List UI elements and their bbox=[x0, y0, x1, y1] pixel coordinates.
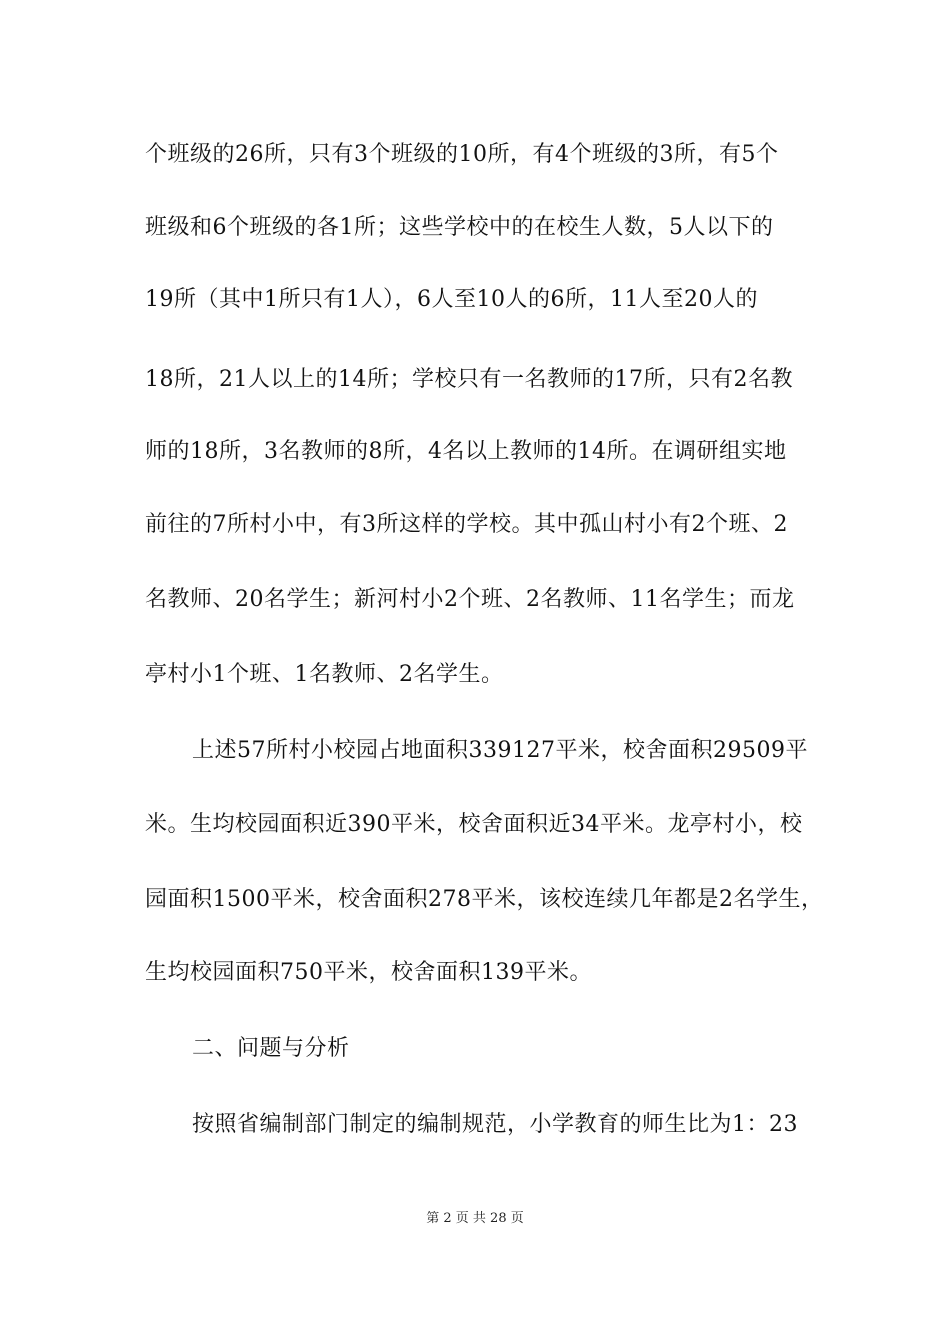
paragraph-line: 园面积1500平米，校舍面积278平米，该校连续几年都是2名学生， bbox=[145, 887, 824, 912]
paragraph-line: 18所，21人以上的14所；学校只有一名教师的17所，只有2名教 bbox=[145, 367, 793, 392]
paragraph-line: 亭村小1个班、1名教师、2名学生。 bbox=[145, 662, 504, 687]
paragraph-line: 个班级的26所，只有3个班级的10所，有4个班级的3所，有5个 bbox=[145, 142, 779, 167]
paragraph-line: 生均校园面积750平米，校舍面积139平米。 bbox=[145, 960, 592, 985]
paragraph-line: 19所（其中1所只有1人），6人至10人的6所，11人至20人的 bbox=[145, 287, 758, 312]
paragraph-line: 按照省编制部门制定的编制规范，小学教育的师生比为1：23 bbox=[192, 1112, 798, 1137]
section-heading: 二、问题与分析 bbox=[192, 1036, 350, 1061]
paragraph-line: 名教师、20名学生；新河村小2个班、2名教师、11名学生；而龙 bbox=[145, 587, 795, 612]
page-number-footer: 第 2 页 共 28 页 bbox=[426, 1211, 524, 1226]
paragraph-line: 师的18所，3名教师的8所，4名以上教师的14所。在调研组实地 bbox=[145, 439, 787, 464]
paragraph-line: 班级和6个班级的各1所；这些学校中的在校生人数，5人以下的 bbox=[145, 215, 774, 240]
paragraph-line: 前往的7所村小中，有3所这样的学校。其中孤山村小有2个班、2 bbox=[145, 512, 788, 537]
paragraph-line: 上述57所村小校园占地面积339127平米，校舍面积29509平 bbox=[192, 738, 808, 763]
paragraph-line: 米。生均校园面积近390平米，校舍面积近34平米。龙亭村小，校 bbox=[145, 812, 803, 837]
